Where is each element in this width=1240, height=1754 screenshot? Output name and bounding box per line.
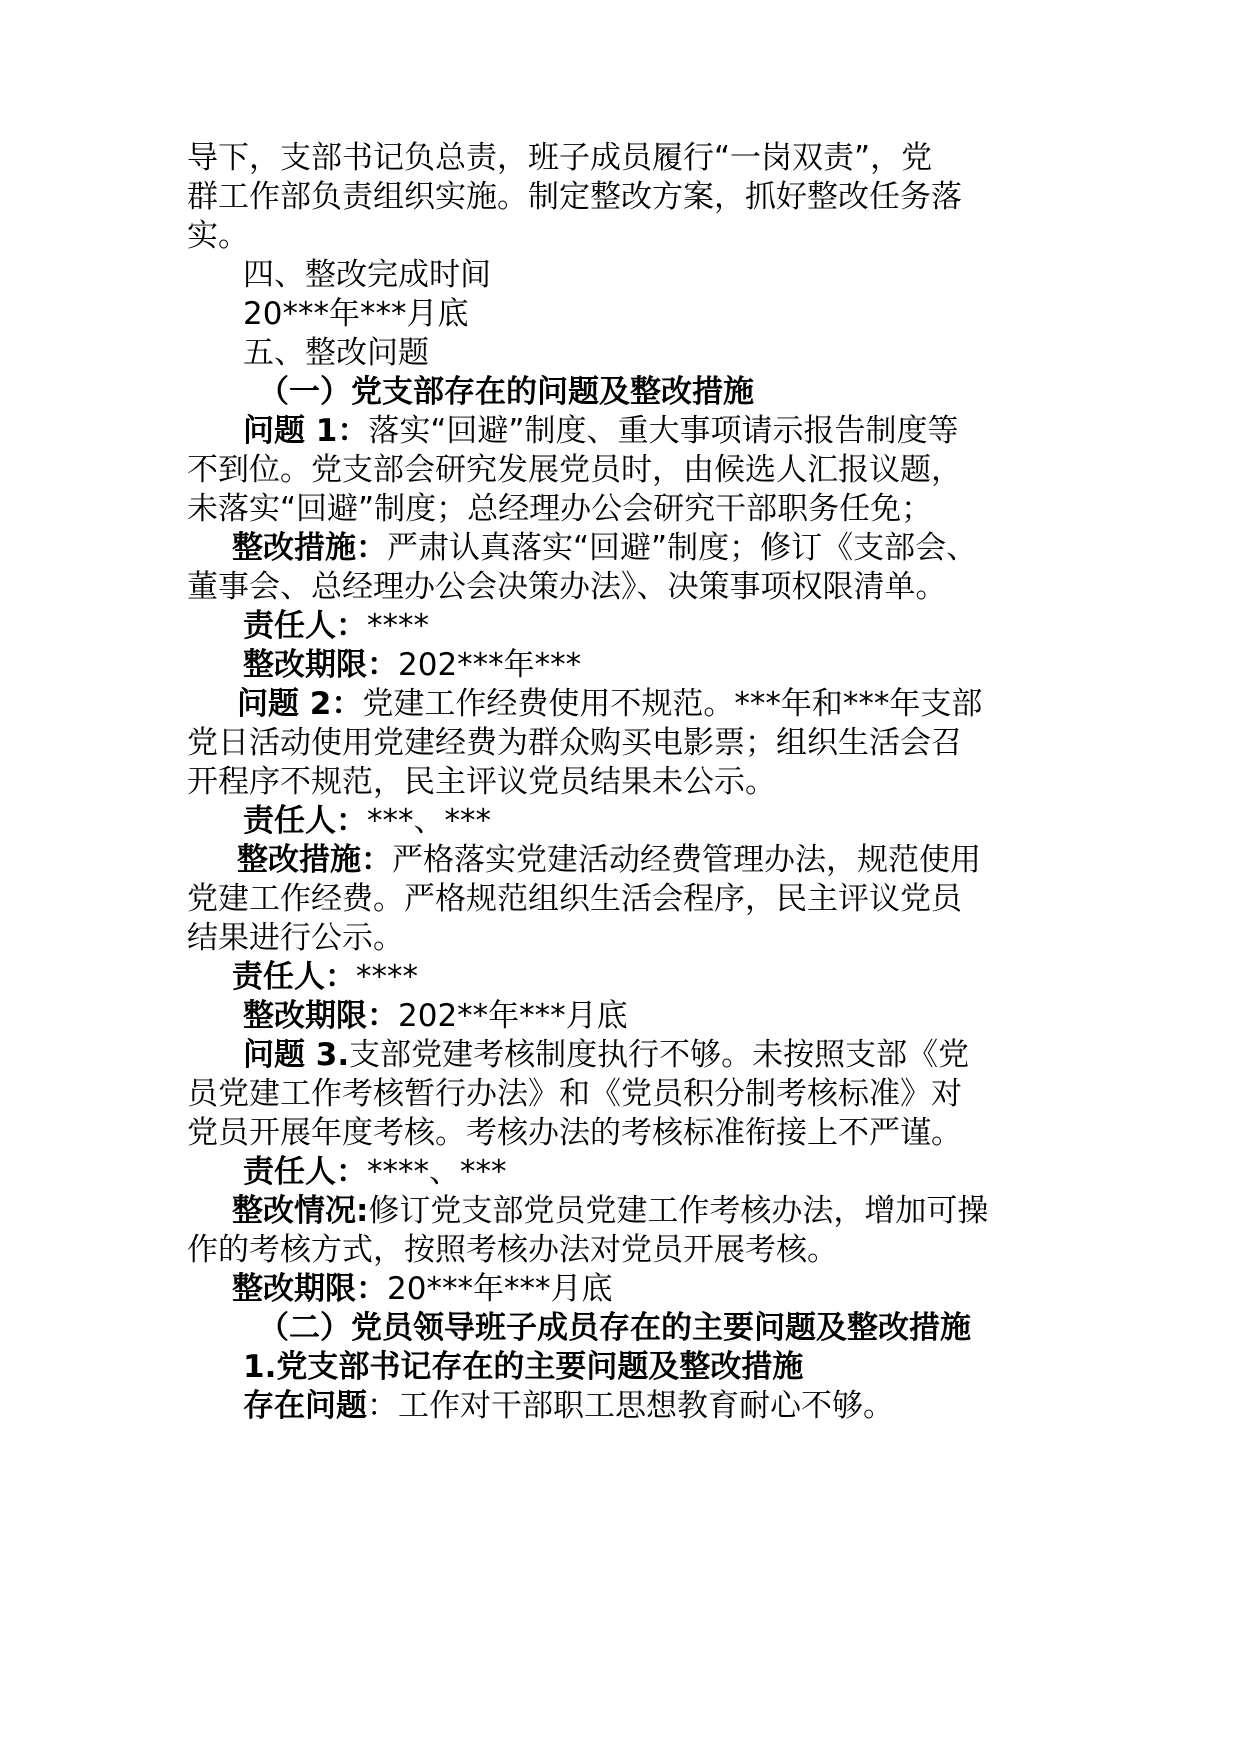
problem2-owner (243, 801, 491, 841)
problem3-text-1: 支部党建考核制度执行不够。未按照支部《党 (349, 1037, 970, 1073)
problem1-measure-line-2: 董事会、总经理办公会决策办法》、决策事项权限清单。 (187, 569, 947, 605)
problem2-owner-2 (232, 957, 418, 997)
problem1-measure-text-1: 严肃认真落实“回避”制度；修订《支部会、 (387, 530, 978, 566)
problem2-owner-value: ***、*** (367, 803, 491, 839)
problem3-owner-value: ****、*** (367, 1154, 507, 1190)
problem1-text-1: 落实“回避”制度、重大事项请示报告制度等 (368, 413, 959, 449)
section5-heading: 五、整改问题 (243, 335, 429, 371)
problem1-line-2: 不到位。党支部会研究发展党员时，由候选人汇报议题， (187, 452, 962, 488)
problem1-measure-line-1 (232, 528, 977, 568)
problem3-deadline (232, 1269, 612, 1309)
section4-value: 20***年***月底 (243, 296, 469, 332)
problem1-deadline-value: 202***年*** (398, 647, 582, 683)
problem2-line-2: 党日活动使用党建经费为群众购买电影票；组织生活会召 (187, 725, 962, 761)
problem1-separator: ： (337, 413, 369, 449)
problem2-line-3: 开程序不规范，民主评议党员结果未公示。 (187, 764, 776, 800)
problem3-label: 问题 3. (243, 1037, 350, 1073)
problem2-owner2-label: 责任人： (232, 959, 356, 995)
problem3-line-2: 员党建工作考核暂行办法》和《党员积分制考核标准》对 (187, 1076, 962, 1112)
problem1-line-1 (243, 411, 959, 451)
intro-line-2: 群工作部负责组织实施。制定整改方案，抓好整改任务落 (187, 179, 962, 215)
part2-issue-label: 存在问题 (243, 1388, 367, 1424)
problem3-deadline-label: 整改期限： (232, 1271, 387, 1307)
problem3-status-label: 整改情况: (232, 1193, 369, 1229)
problem2-measure-label: 整改措施： (237, 842, 392, 878)
section4-heading: 四、整改完成时间 (243, 257, 491, 293)
problem1-owner-label: 责任人： (243, 608, 367, 644)
problem2-measure-text-1: 严格落实党建活动经费管理办法，规范使用 (392, 842, 981, 878)
problem3-owner-label: 责任人： (243, 1154, 367, 1190)
problem3-line-1 (243, 1035, 969, 1075)
problem2-line-1 (237, 684, 982, 724)
problem3-line-3: 党员开展年度考核。考核办法的考核标准衔接上不严谨。 (187, 1115, 962, 1151)
problem1-line-3: 未落实“回避”制度；总经理办公会研究干部职务任免； (187, 491, 933, 527)
problem2-owner-label: 责任人： (243, 803, 367, 839)
problem3-status-text-1: 修订党支部党员党建工作考核办法，增加可操 (368, 1193, 989, 1229)
problem2-measure-line-3: 结果进行公示。 (187, 920, 404, 956)
problem1-measure-label: 整改措施： (232, 530, 387, 566)
problem2-label: 问题 2 (237, 686, 332, 722)
intro-line-1: 导下，支部书记负总责，班子成员履行“一岗双责”，党 (187, 140, 933, 176)
problem1-owner-value: **** (367, 608, 429, 644)
problem2-measure-line-1 (237, 840, 981, 880)
part2-subheading-1: 1.党支部书记存在的主要问题及整改措施 (243, 1349, 804, 1385)
problem1-deadline (243, 645, 581, 685)
problem2-separator: ： (331, 686, 363, 722)
problem1-deadline-label: 整改期限： (243, 647, 398, 683)
problem2-deadline-value: 202**年***月底 (398, 998, 628, 1034)
problem2-owner2-value: **** (356, 959, 418, 995)
part2-issue (243, 1386, 894, 1426)
problem1-label: 问题 1 (243, 413, 338, 449)
problem2-text-1: 党建工作经费使用不规范。***年和***年支部 (362, 686, 983, 722)
problem2-deadline (243, 996, 628, 1036)
problem1-owner (243, 606, 429, 646)
problem3-status-line-1 (232, 1191, 988, 1231)
intro-line-3: 实。 (187, 218, 249, 254)
problem2-deadline-label: 整改期限： (243, 998, 398, 1034)
problem3-deadline-value: 20***年***月底 (387, 1271, 613, 1307)
problem3-status-line-2: 作的考核方式，按照考核办法对党员开展考核。 (187, 1232, 838, 1268)
part1-heading: （一）党支部存在的问题及整改措施 (258, 374, 754, 410)
part2-issue-value: ：工作对干部职工思想教育耐心不够。 (367, 1388, 894, 1424)
problem3-owner (243, 1152, 507, 1192)
part2-heading: （二）党员领导班子成员存在的主要问题及整改措施 (258, 1310, 971, 1346)
problem2-measure-line-2: 党建工作经费。严格规范组织生活会程序，民主评议党员 (187, 881, 962, 917)
